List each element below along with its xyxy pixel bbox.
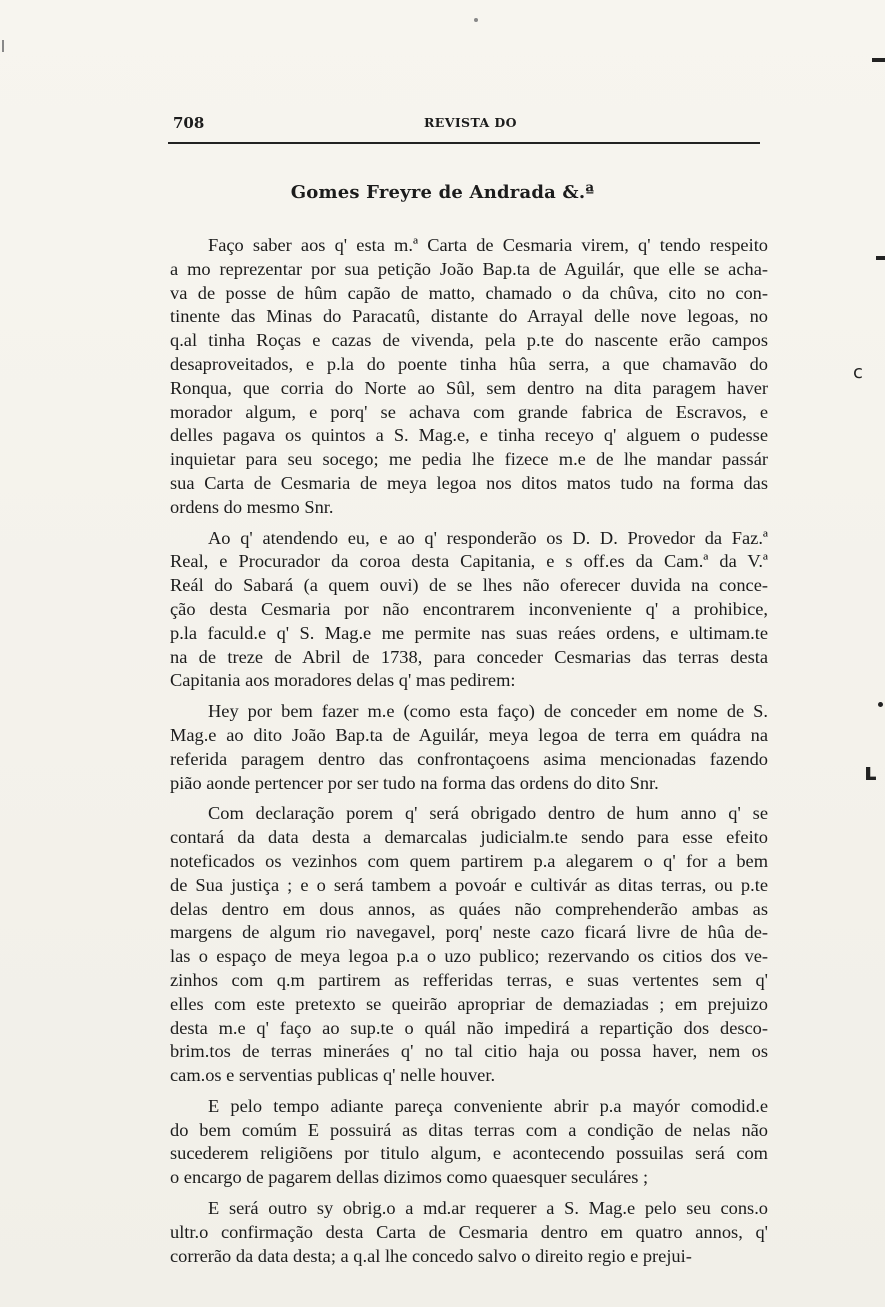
text-line: sua Carta de Cesmaria de meya legoa nos ditos matos tudo na forma das bbox=[170, 472, 768, 493]
text-line: las o espaço de meya legoa p.a o uzo publico; rezervando os citios dos ve- bbox=[170, 946, 768, 967]
scan-mark bbox=[876, 256, 885, 260]
text-line: ordens do mesmo Snr. bbox=[170, 496, 334, 517]
text-line: margens de algum rio navegavel, porq' neste cazo ficará livre de hûa de- bbox=[170, 922, 768, 943]
text-line: correrão da data desta; a q.al lhe concedo salvo o direito regio e prejui- bbox=[170, 1245, 692, 1266]
text-line: o encargo de pagarem dellas dizimos como quaesquer seculáres ; bbox=[170, 1167, 649, 1188]
text-line: q.al tinha Roças e cazas de vivenda, pela p.te do nascente erão campos bbox=[170, 330, 768, 351]
paragraph bbox=[170, 700, 768, 795]
text-line: tinente das Minas do Paracatû, distante do Arrayal delle nove legoas, no bbox=[170, 306, 768, 327]
header-rule bbox=[168, 142, 760, 144]
text-line: Real, e Procurador da coroa desta Capitania, e s off.es da Cam.ª da V.ª bbox=[170, 551, 768, 572]
paragraph-gap bbox=[170, 520, 768, 527]
text-line: desta m.e q' faço ao sup.te o quál não impedirá a repartição dos desco- bbox=[170, 1017, 768, 1038]
paragraph-gap bbox=[170, 1190, 768, 1197]
scan-mark: ⅽ bbox=[853, 362, 863, 383]
text-line: E pelo tempo adiante pareça conveniente abrir p.a mayór comodid.e bbox=[208, 1095, 768, 1116]
text-line: noteficados os vezinhos com quem partirem p.a alegarem o q' for a bem bbox=[170, 850, 768, 871]
text-line: ultr.o confirmação desta Carta de Cesmaria dentro em quatro annos, q' bbox=[170, 1221, 768, 1242]
text-line: elles com este pretexto se queirão apropriar de demaziadas ; em prejuizo bbox=[170, 993, 768, 1014]
scan-mark bbox=[872, 58, 885, 62]
text-line: delas dentro em dous annos, as quáes não comprehenderão ambas as bbox=[170, 898, 768, 919]
paragraph-gap bbox=[170, 693, 768, 700]
scan-mark bbox=[878, 702, 883, 707]
document-body bbox=[170, 234, 768, 1268]
text-line: Capitania aos moradores delas q' mas pedirem: bbox=[170, 670, 516, 691]
text-line: sucederem religiõens por titulo algum, e acontecendo possuilas será com bbox=[170, 1143, 768, 1164]
paragraph bbox=[170, 1095, 768, 1190]
paragraph bbox=[170, 1197, 768, 1268]
text-line: contará da data desta a demarcalas judicialm.te sendo para esse efeito bbox=[170, 827, 768, 848]
text-line: E será outro sy obrig.o a md.ar requerer a S. Mag.e pelo seu cons.o bbox=[208, 1198, 768, 1219]
text-line: ção desta Cesmaria por não encontrarem inconveniente q' a prohibice, bbox=[170, 598, 768, 619]
text-line: Ronqua, que corria do Norte ao Sûl, sem dentro na dita paragem haver bbox=[170, 377, 768, 398]
scan-mark bbox=[474, 18, 478, 22]
scan-mark bbox=[2, 40, 4, 52]
text-line: Ao q' atendendo eu, e ao q' responderão os D. D. Provedor da Faz.ª bbox=[208, 527, 768, 548]
text-line: zinhos com q.m partirem as refferidas terras, e suas vertentes sem q' bbox=[170, 969, 768, 990]
text-line: cam.os e serventias publicas q' nelle houver. bbox=[170, 1065, 496, 1086]
paragraph bbox=[170, 234, 768, 520]
scan-mark: ʟ bbox=[864, 758, 877, 786]
text-line: a mo reprezentar por sua petição João Bap.ta de Aguilár, que elle se acha- bbox=[170, 258, 768, 279]
text-line: pião aonde pertencer por ser tudo na forma das ordens do dito Snr. bbox=[170, 772, 659, 793]
text-line: de Sua justiça ; e o será tambem a povoár e cultivár as ditas terras, ou p.te bbox=[170, 874, 768, 895]
text-line: Mag.e ao dito João Bap.ta de Aguilár, meya legoa de terra em quádra na bbox=[170, 724, 768, 745]
text-line: p.la faculd.e q' S. Mag.e me permite nas suas reáes ordens, e ultimam.te bbox=[170, 622, 768, 643]
text-line: va de posse de hûm capão de matto, chamado o da chûva, cito no con- bbox=[170, 282, 768, 303]
text-line: desaproveitados, e p.la do poente tinha hûa serra, a que chamavão do bbox=[170, 353, 768, 374]
text-line: Hey por bem fazer m.e (como esta faço) de conceder em nome de S. bbox=[208, 701, 768, 722]
text-line: na de treze de Abril de 1738, para conceder Cesmarias das terras desta bbox=[170, 646, 768, 667]
text-line: brim.tos de terras mineráes q' no tal citio haja ou possa haver, nem os bbox=[170, 1041, 768, 1062]
paragraph bbox=[170, 527, 768, 694]
page-header bbox=[168, 114, 760, 138]
text-line: inquietar para seu socego; me pedia lhe fizece m.e de lhe mandar passár bbox=[170, 449, 768, 470]
paragraph bbox=[170, 802, 768, 1088]
page-number: 708 bbox=[173, 114, 205, 132]
running-title: REVISTA DO bbox=[424, 115, 517, 130]
text-line: Reál do Sabará (a quem ouvi) de se lhes não oferecer duvida na conce- bbox=[170, 575, 768, 596]
paragraph-gap bbox=[170, 795, 768, 802]
paragraph-gap bbox=[170, 1088, 768, 1095]
text-line: Com declaração porem q' será obrigado dentro de hum anno q' se bbox=[208, 803, 768, 824]
text-line: referida paragem dentro das confrontaçoens asima mencionadas fazendo bbox=[170, 748, 768, 769]
document-heading: Gomes Freyre de Andrada &.ª bbox=[290, 182, 595, 203]
text-line: do bem comúm E possuirá as ditas terras com a condição de nelas não bbox=[170, 1119, 768, 1140]
text-line: morador algum, e porq' se achava com grande fabrica de Escravos, e bbox=[170, 401, 768, 422]
text-line: delles pagava os quintos a S. Mag.e, e tinha receyo q' alguem o pudesse bbox=[170, 425, 768, 446]
text-line: Faço saber aos q' esta m.ª Carta de Cesmaria virem, q' tendo respeito bbox=[208, 235, 768, 255]
